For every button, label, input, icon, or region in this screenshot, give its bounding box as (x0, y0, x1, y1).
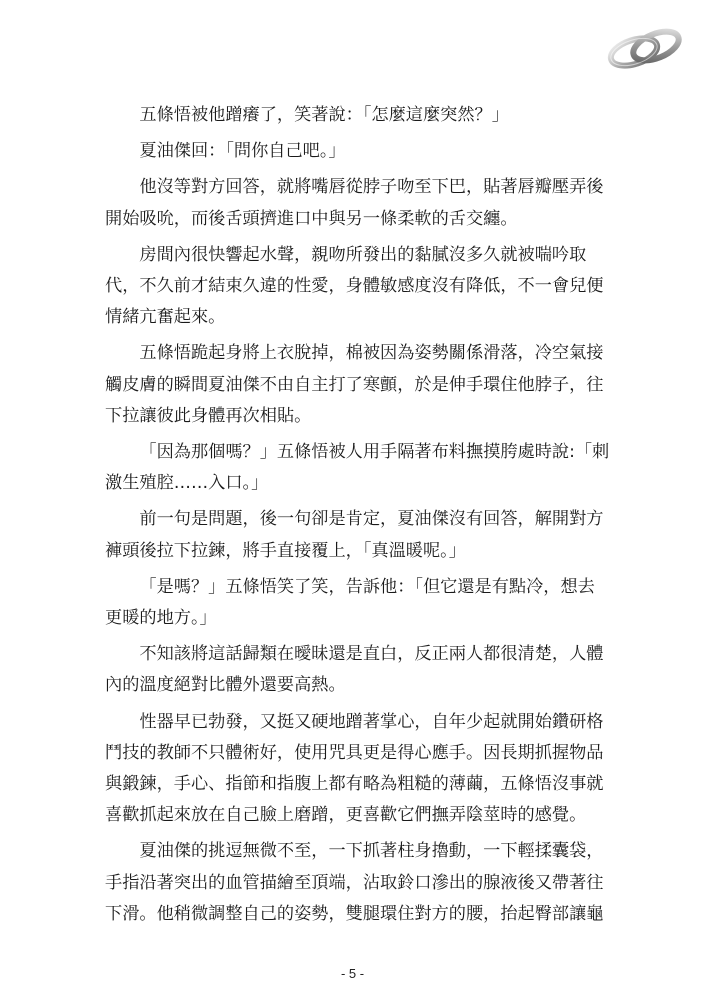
wedding-rings-icon (604, 22, 688, 72)
paragraph: 他沒等對方回答，就將嘴唇從脖子吻至下巴，貼著唇瓣壓弄後 開始吸吮，而後舌頭擠進口中與另一條柔軟的舌交纏。 (105, 177, 604, 229)
paragraph: 性器早已勃發，又挺又硬地蹭著掌心，自年少起就開始鑽研格 鬥技的教師不只體術好，使用咒具更是得心應手。因長期抓握物品 與鍛鍊，手心、指節和指腹上都有略為粗糙的薄繭，五條悟沒事就 喜歡抓起來放在自己臉上磨蹭，更喜歡它們撫弄陰莖時的感覺。 (105, 711, 604, 826)
paragraph: 「因為那個嗎？」五條悟被人用手隔著布料撫摸胯處時說:「刺 激生殖腔……入口。」 (105, 442, 610, 494)
chapter-body-text (105, 100, 610, 935)
paragraph: 夏油傑回：「問你自己吧。」 (139, 141, 346, 162)
paragraph: 房間內很快響起水聲，親吻所發出的黏膩沒多久就被喘吟取 代，不久前才結束久違的性愛，身體敏感度沒有降低，不一會兒便 情緒亢奮起來。 (105, 244, 604, 328)
paragraph: 五條悟跪起身將上衣脫掉，棉被因為姿勢關係滑落，冷空氣接 觸皮膚的瞬間夏油傑不由自主打了寒顫，於是伸手環住他脖子，往 下拉讓彼此身體再次相貼。 (105, 343, 604, 426)
page-number: - 5 - (340, 966, 365, 981)
paragraph: 夏油傑的挑逗無微不至，一下抓著柱身擼動，一下輕揉囊袋， 手指沿著突出的血管描繪至頂端，沾取鈴口滲出的腺液後又帶著往 下滑。他稍微調整自己的姿勢，雙腿環住對方的腰，抬起臀部讓龜 (105, 841, 604, 924)
paragraph: 前一句是問題，後一句卻是肯定，夏油傑沒有回答，解開對方 褲頭後拉下拉鍊，將手直接覆上，「真溫暖呢。」 (105, 509, 604, 561)
paragraph: 五條悟被他蹭癢了，笑著說：「怎麼這麼突然？」 (139, 105, 509, 125)
paragraph: 不知該將這話歸類在曖昧還是直白，反正兩人都很清楚，人體 內的溫度絕對比體外還要高熱。 (105, 644, 604, 696)
paragraph: 「是嗎？」五條悟笑了笑，告訴他：「但它還是有點冷，想去 更暖的地方。」 (105, 576, 595, 629)
